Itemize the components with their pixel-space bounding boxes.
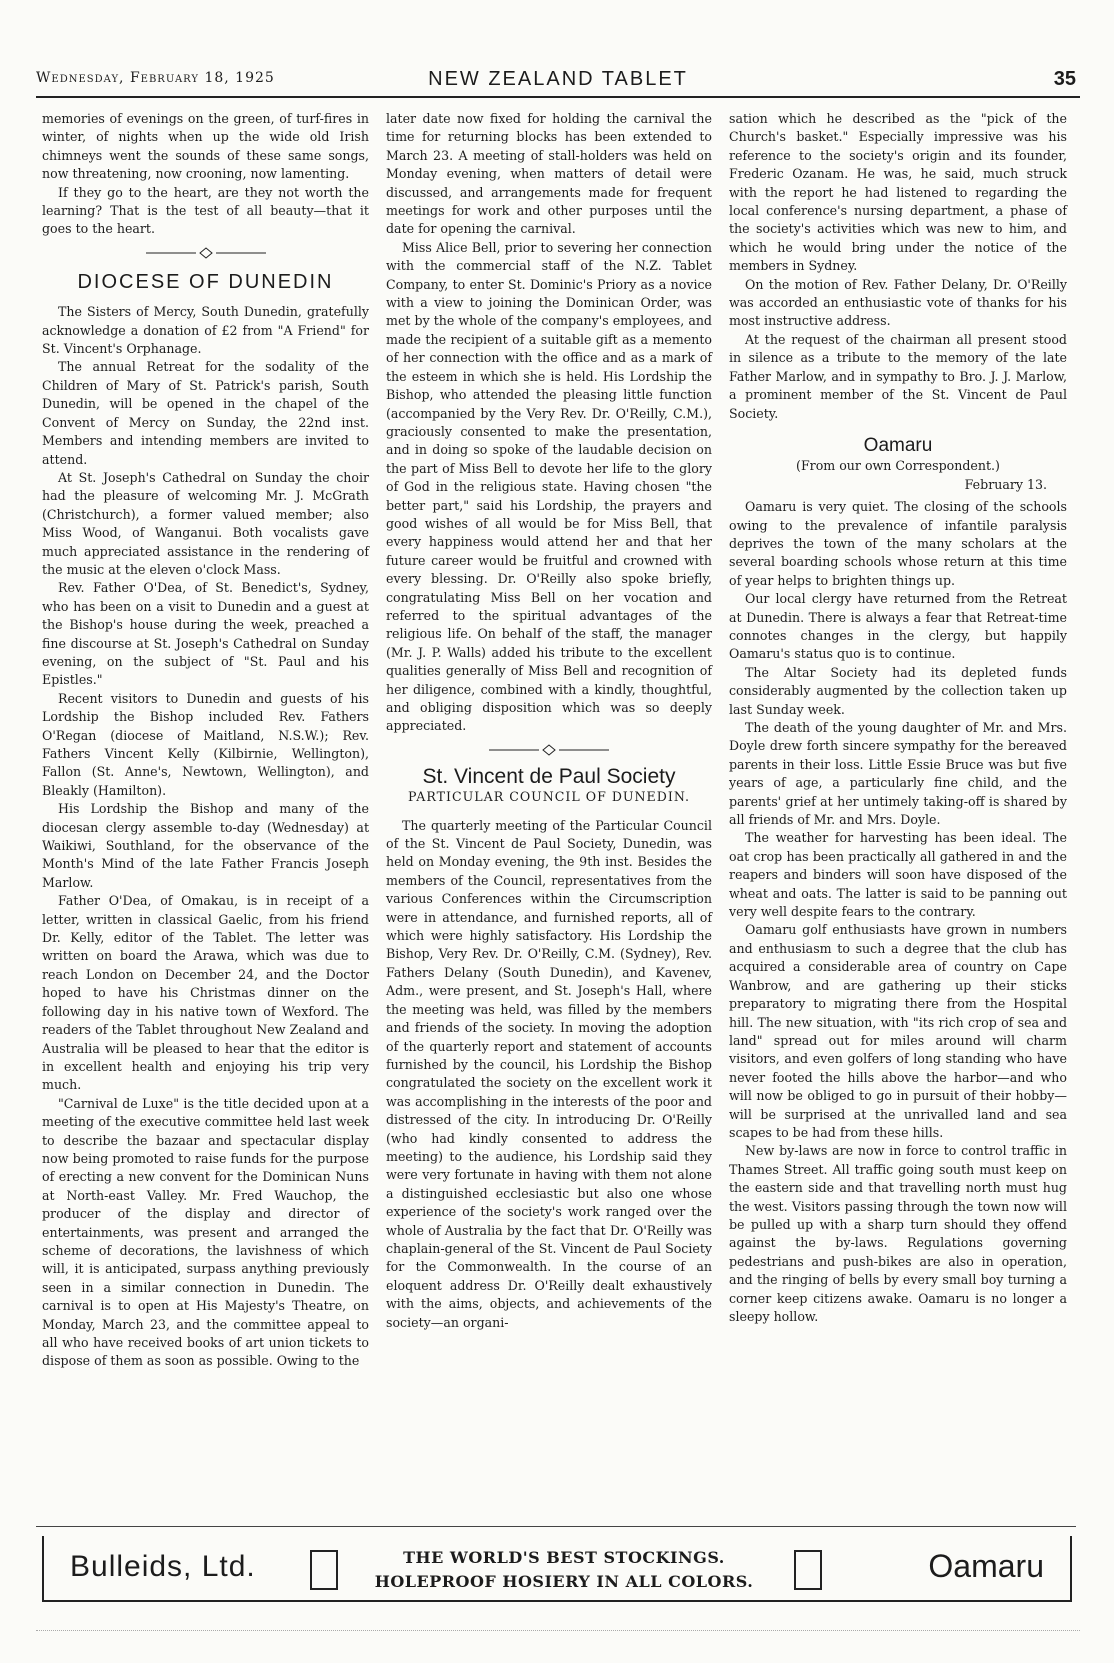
paragraph: If they go to the heart, are they not worth the learning? That is the test of all beauty—that it goes to the heart. — [42, 184, 369, 237]
advert-business-name: Bulleids, Ltd. — [70, 1550, 256, 1583]
footer-rule — [36, 1630, 1080, 1631]
section-subheading: PARTICULAR COUNCIL OF DUNEDIN. — [407, 789, 691, 805]
paragraph: His Lordship the Bishop and many of the diocesan clergy assemble to-day (Wednesday) at Waikiwi, Southland, for the observance of the Month's Mind of the late Father Francis Joseph Marlow. — [42, 801, 369, 890]
paragraph: sation which he described as the "pick of the Church's basket." Especially impressive was his reference to the society's origin and its founder, Frederic Ozanam. He was, he said, much struck with the report he had listened to regarding the local conference's nursing department, a phase of the society's activities which was new to him, and which he would bring under the notice of the members in Sydney. — [729, 111, 1067, 274]
ornament-divider — [42, 247, 369, 259]
advert-town: Oamaru — [928, 1548, 1044, 1584]
paragraph: At the request of the chairman all present stood in silence as a tribute to the memory of the late Father Marlow, and in sympathy to Bro. J. J. Marlow, a prominent member of the St. Vincent de Paul Society. — [729, 331, 1067, 421]
section-heading-oamaru: Oamaru — [863, 434, 933, 456]
correspondent-note: (From our own Correspondent.) — [796, 458, 1000, 474]
dateline: February 13. — [964, 476, 1047, 492]
column-1 — [42, 110, 369, 1371]
paragraph: Oamaru golf enthusiasts have grown in numbers and enthusiasm to such a degree that the club has acquired a considerable area of country on Cape Wanbrow, and are gathering up their sticks preparatory to migrating there from the Hospital hill. The new situation, with "its rich crop of sea and land" spread out for miles around will charm visitors, and even golfers of long standing who have never footed the hills above the harbor—and who will now be obliged to go in pursuit of their hobby—will be surprised at the unrivalled land and sea scapes to be had from these hills. — [729, 922, 1067, 1140]
paragraph: The death of the young daughter of Mr. and Mrs. Doyle drew forth sincere sympathy for the bereaved parents in their loss. Little Essie Bruce was but five years of age, a particularly fine child, and the parents' grief at her untimely taking-off is shared by all friends of Mr. and Mrs. Doyle. — [729, 720, 1067, 828]
paragraph: Our local clergy have returned from the Retreat at Dunedin. There is always a fear that Retreat-time connotes changes in the clergy, but happily Oamaru's status quo is to continue. — [729, 591, 1067, 662]
paragraph: "Carnival de Luxe" is the title decided upon at a meeting of the executive committee held last week to describe the bazaar and spectacular display now being promoted to raise funds for the purpose of erecting a new convent for the Dominican Nuns at North-east Valley. Mr. Fred Wauchop, the producer of the display and director of entertainments, was present and arranged the scheme of decorations, the lavishness of which will, it is anticipated, surpass anything previously seen in a similar connection in Dunedin. The carnival is to open at His Majesty's Theatre, on Monday, March 23, and the committee appeal to all who have received books of art union tickets to dispose of them as soon as possible. Owing to the — [42, 1095, 369, 1369]
issue-date: Wednesday, February 18, 1925 — [36, 70, 275, 86]
paragraph: Miss Alice Bell, prior to severing her connection with the commercial staff of the N.Z. Tablet Company, to enter St. Dominic's Priory as a novice with a view to joining the Dominican Order, was met by the whole of the company's employees, and made the recipient of a suitable gift as a memento of her connection with the office and as a mark of the esteem in which she is held. His Lordship the Bishop, who attended the pleasing little function (accompanied by the Very Rev. Dr. O'Reilly, C.M.), graciously consented to make the presentation, and in doing so spoke of the laudable decision on the part of Miss Bell to devote her life to the glory of God in the religious state. Having chosen "the better part," said his Lordship, the prayers and good wishes of all would be for Miss Bell, that every happiness would attend her and that her future career would be fruitful and crowned with every blessing. Dr. O'Reilly also spoke briefly, congratulating Miss Bell on her vocation and referred to the spiritual advantages of the religious life. On behalf of the staff, the manager (Mr. J. P. Walls) added his tribute to the excellent qualities generally of Miss Bell and recognition of her diligence, combined with a kindly, thoughtful, and obliging disposition which was so deeply appreciated. — [386, 239, 712, 734]
section-heading-svp: St. Vincent de Paul Society — [422, 764, 676, 788]
section-heading-dunedin: DIOCESE OF DUNEDIN — [77, 270, 334, 293]
paragraph: The weather for harvesting has been ideal. The oat crop has been practically all gathered in and the reapers and binders will soon have disposed of the wheat and oats. The latter is said to be panning out very well despite fears to the contrary. — [729, 830, 1067, 920]
paragraph: memories of evenings on the green, of turf-fires in winter, of nights when up the wide old Irish chimneys went the sounds of these same songs, now threatening, now crooning, now lamenting. — [42, 111, 369, 182]
advert-product: HOLEPROOF HOSIERY IN ALL COLORS. — [374, 1572, 754, 1591]
column-3 — [729, 110, 1067, 1326]
paragraph: Father O'Dea, of Omakau, is in receipt of a letter, written in classical Gaelic, from his friend Dr. Kelly, editor of the Tablet. The letter was written on board the Arawa, which was due to reach London on December 24, and the Doctor hoped to have his Christmas dinner on the following day in his native town of Wexford. The readers of the Tablet throughout New Zealand and Australia will be pleased to hear that the editor is in excellent health and enjoying his trip very much. — [42, 893, 369, 1093]
column-2 — [386, 110, 712, 1332]
paragraph: Rev. Father O'Dea, of St. Benedict's, Sydney, who has been on a visit to Dunedin and a guest at the Bishop's house during the week, preached a fine discourse at St. Joseph's Cathedral on Sunday evening, on the subject of "St. Paul and his Epistles." — [42, 580, 369, 688]
paragraph: At St. Joseph's Cathedral on Sunday the choir had the pleasure of welcoming Mr. J. McGrath (Christchurch), a former valued member; also Miss Wood, of Wanganui. Both vocalists gave much appreciated assistance in the rendering of the music at the eleven o'clock Mass. — [42, 469, 369, 577]
newspaper-title: NEW ZEALAND TABLET — [428, 68, 688, 90]
ornament-divider — [386, 744, 712, 756]
advert-box-left — [310, 1550, 338, 1590]
paragraph: The Altar Society had its depleted funds considerably augmented by the collection taken up last Sunday week. — [729, 664, 1067, 717]
paragraph: Oamaru is very quiet. The closing of the schools owing to the prevalence of infantile paralysis deprives the town of the many scholars at the several boarding schools whose return at this time of year helps to brighten things up. — [729, 499, 1067, 588]
paragraph: The quarterly meeting of the Particular Council of the St. Vincent de Paul Society, Dunedin, was held on Monday evening, the 9th inst. Besides the members of the Council, representatives from the various Conferences within the Circumscription were in attendance, and furnished reports, all of which were highly satisfactory. His Lordship the Bishop, Very Rev. Dr. O'Reilly, C.M. (Sydney), Rev. Fathers Delany (South Dunedin), and Kavenev, Adm., were present, and St. Joseph's Hall, where the meeting was held, was filled by the members and friends of the society. In moving the adoption of the quarterly report and statement of accounts furnished by the council, his Lordship the Bishop congratulated the society on the excellent work it was accomplishing in the interests of the poor and distressed of the city. In introducing Dr. O'Reilly (who had kindly consented to address the meeting) to the audience, his Lordship said they were very fortunate in having with them not alone a distinguished ecclesiastic but also one whose experience of the society's work ranged over the whole of Australia by the fact that Dr. O'Reilly was chaplain-general of the St. Vincent de Paul Society for the Commonwealth. In the course of an eloquent address Dr. O'Reilly dealt exhaustively with the aims, objects, and achievements of the society—an organi- — [386, 817, 712, 1330]
advertisement — [42, 1536, 1072, 1602]
paragraph: later date now fixed for holding the carnival the time for returning blocks has been extended to March 23. A meeting of stall-holders was held on Monday evening, when matters of detail were discussed, and arrangements made for frequent meetings for work and other purposes until the date for opening the carnival. — [386, 111, 712, 237]
paragraph: The annual Retreat for the sodality of the Children of Mary of St. Patrick's parish, South Dunedin, will be opened in the chapel of the Convent of Mercy on Sunday, the 22nd inst. Members and intending members are invited to attend. — [42, 359, 369, 467]
advert-top-rule — [36, 1526, 1076, 1527]
advert-slogan: THE WORLD'S BEST STOCKINGS. — [403, 1548, 725, 1567]
page-number: 35 — [1053, 68, 1076, 90]
paragraph: The Sisters of Mercy, South Dunedin, gratefully acknowledge a donation of £2 from "A Friend" for St. Vincent's Orphanage. — [42, 304, 369, 357]
paragraph: Recent visitors to Dunedin and guests of his Lordship the Bishop included Rev. Fathers O'Regan (diocese of Maitland, N.S.W.); Rev. Fathers Vincent Kelly (Kilbirnie, Wellington), Fallon (St. Anne's, Newtown, Wellington), and Bleakly (Hamilton). — [42, 690, 369, 798]
header-rule — [36, 96, 1080, 98]
paragraph: New by-laws are now in force to control traffic in Thames Street. All traffic going south must keep on the eastern side and that travelling north must hug the west. Visitors passing through the town now will be pulled up with a sharp turn should they offend against the by-laws. Regulations governing pedestrians and push-bikes are also in operation, and the ringing of bells by every small boy turning a corner keep citizens awake. Oamaru is no longer a sleepy hollow. — [729, 1143, 1067, 1324]
paragraph: On the motion of Rev. Father Delany, Dr. O'Reilly was accorded an enthusiastic vote of thanks for his most instructive address. — [729, 276, 1067, 329]
masthead — [36, 68, 1080, 96]
advert-box-right — [794, 1550, 822, 1590]
